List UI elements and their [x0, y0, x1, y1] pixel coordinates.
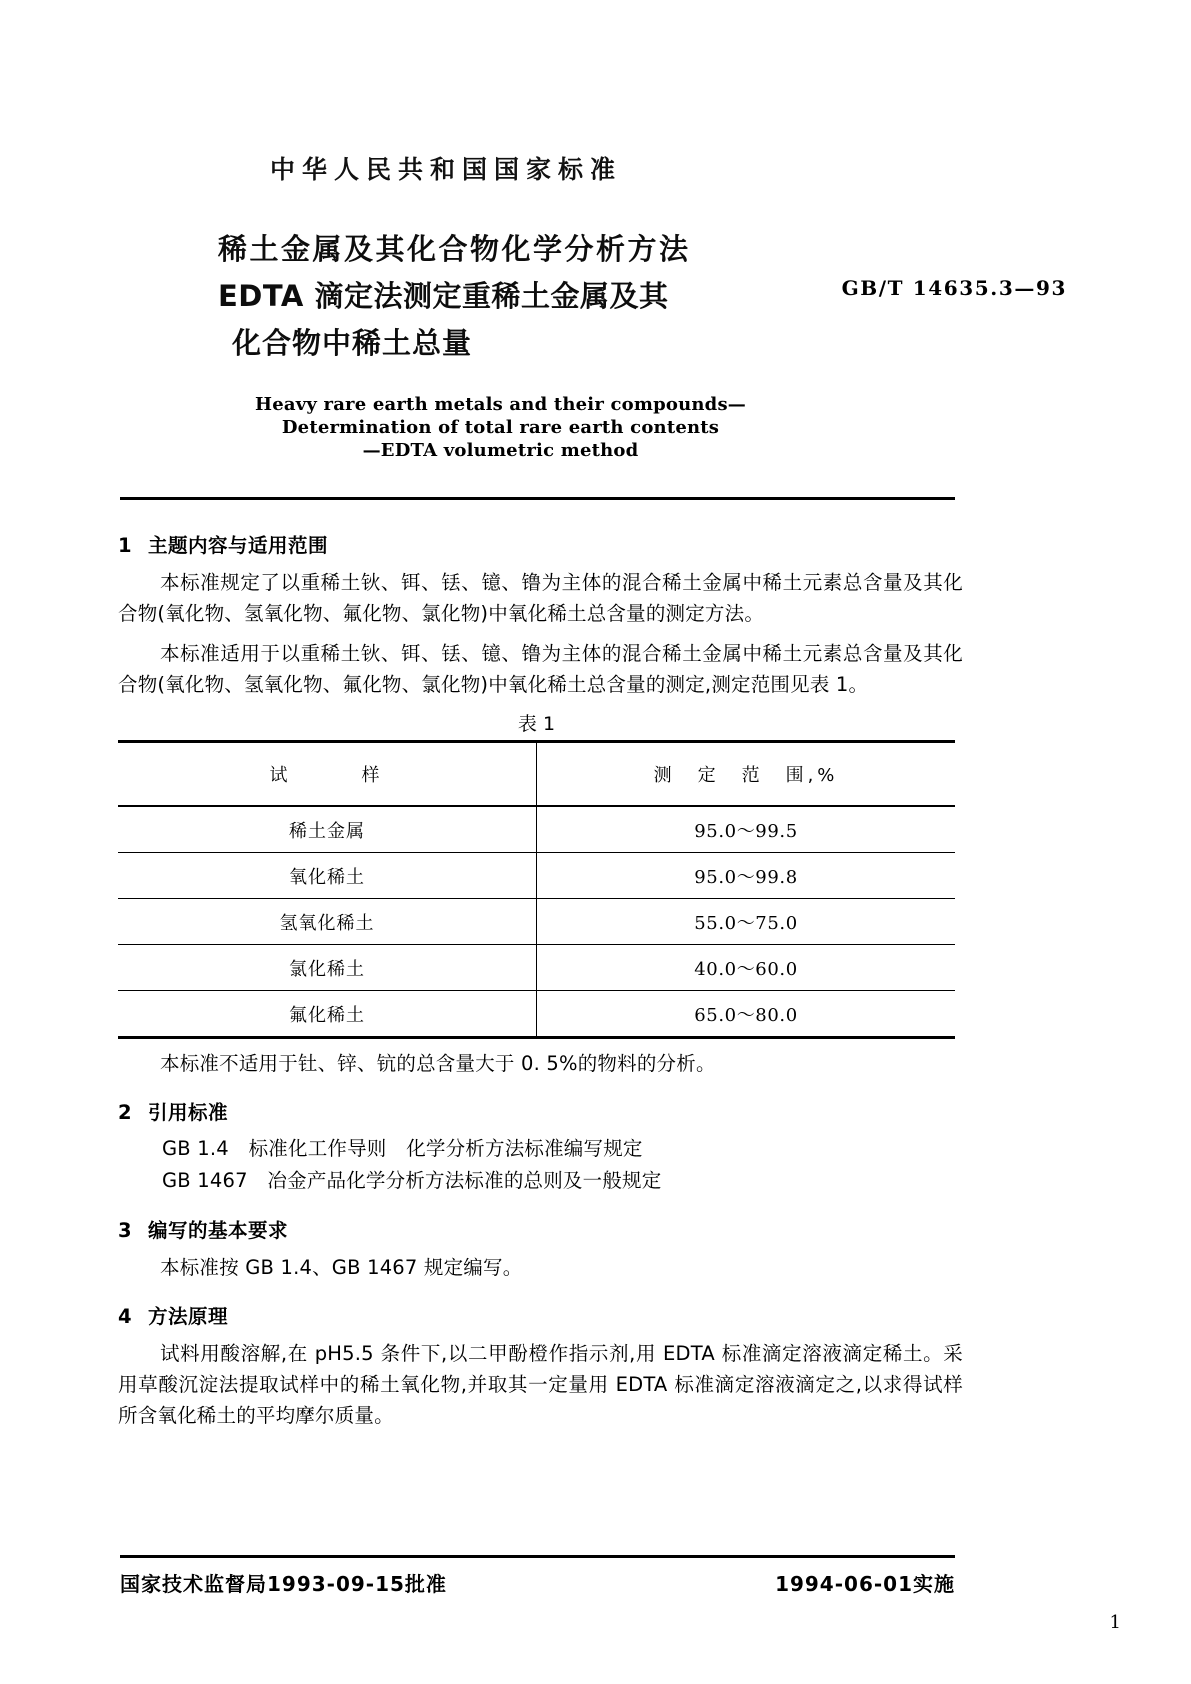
section-1-paragraph-2: 本标准适用于以重稀土钬、铒、铥、镱、镥为主体的混合稀土金属中稀土元素总含量及其化合物(氧化物、氢氧化物、氟化物、氯化物)中氧化稀土总含量的测定,测定范围见表 1。	[118, 642, 963, 696]
section-4-paragraph-1: 试料用酸溶解,在 pH5.5 条件下,以二甲酚橙作指示剂,用 EDTA 标准滴定溶液滴定稀土。采用草酸沉淀法提取试样中的稀土氧化物,并取其一定量用 EDTA 标准滴定溶液滴定之,以求得试样所含氧化稀土的平均摩尔质量。	[118, 1342, 963, 1427]
section-number-1: 1	[118, 534, 133, 557]
standard-number: GB/T 14635.3—93	[841, 276, 1067, 300]
national-standard-label: 中华人民共和国国家标准	[270, 155, 623, 184]
footer-divider-rule	[120, 1555, 955, 1558]
english-title	[118, 393, 1073, 462]
title-block	[118, 226, 1073, 367]
header-divider-rule	[120, 497, 955, 500]
section-title-3: 编写的基本要求	[148, 1219, 289, 1242]
title-line-1: 稀土金属及其化合物化学分析方法	[218, 232, 691, 266]
cell-range: 40.0～60.0	[537, 945, 956, 991]
table-row	[118, 899, 955, 945]
table-row	[118, 945, 955, 991]
cell-range: 95.0～99.5	[537, 806, 956, 853]
title-line-2: EDTA 滴定法测定重稀土金属及其	[218, 279, 669, 313]
table-header-row	[118, 742, 955, 807]
cell-sample: 氢氧化稀土	[118, 899, 537, 945]
section-heading-2	[118, 1097, 963, 1125]
reference-standard-1: GB 1.4 标准化工作导则 化学分析方法标准编写规定	[162, 1137, 643, 1160]
implementation-date: 1994-06-01实施	[775, 1572, 955, 1596]
cell-sample: 氧化稀土	[118, 853, 537, 899]
section-title-2: 引用标准	[148, 1101, 229, 1124]
cell-sample: 氯化稀土	[118, 945, 537, 991]
section-number-4: 4	[118, 1305, 133, 1328]
column-header-sample: 试 样	[118, 742, 537, 807]
english-title-line-2: Determination of total rare earth contents	[281, 417, 720, 438]
section-heading-3	[118, 1215, 963, 1243]
document-footer	[118, 1568, 963, 1597]
section-1-paragraph-1: 本标准规定了以重稀土钬、铒、铥、镱、镥为主体的混合稀土金属中稀土元素总含量及其化合物(氧化物、氢氧化物、氟化物、氯化物)中氧化稀土总含量的测定方法。	[118, 571, 963, 625]
table-1-caption: 表 1	[517, 713, 556, 735]
column-header-range: 测 定 范 围,%	[537, 742, 956, 807]
section-number-3: 3	[118, 1219, 133, 1242]
reference-standard-2: GB 1467 冶金产品化学分析方法标准的总则及一般规定	[162, 1169, 662, 1192]
approval-statement: 国家技术监督局1993-09-15批准	[120, 1572, 447, 1596]
section-3-paragraph-1: 本标准按 GB 1.4、GB 1467 规定编写。	[160, 1256, 523, 1279]
table-row	[118, 991, 955, 1038]
cell-range: 55.0～75.0	[537, 899, 956, 945]
table-row	[118, 806, 955, 853]
title-line-3: 化合物中稀土总量	[232, 326, 473, 360]
table-body	[118, 806, 955, 1038]
section-1-note: 本标准不适用于钍、锌、钪的总含量大于 0. 5%的物料的分析。	[160, 1052, 716, 1075]
page-number: 1	[1109, 1612, 1121, 1633]
english-title-line-3: —EDTA volumetric method	[362, 440, 639, 461]
document-header	[118, 150, 1073, 462]
cell-sample: 稀土金属	[118, 806, 537, 853]
cell-range: 95.0～99.8	[537, 853, 956, 899]
measurement-range-table	[118, 740, 955, 1039]
cell-range: 65.0～80.0	[537, 991, 956, 1038]
table-row	[118, 853, 955, 899]
section-number-2: 2	[118, 1101, 133, 1124]
section-heading-4	[118, 1301, 963, 1329]
section-title-1: 主题内容与适用范围	[148, 534, 329, 557]
cell-sample: 氟化稀土	[118, 991, 537, 1038]
section-heading-1	[118, 530, 963, 558]
table-header-row-group	[118, 742, 955, 807]
section-title-4: 方法原理	[148, 1305, 229, 1328]
document-body	[118, 512, 963, 1440]
english-title-line-1: Heavy rare earth metals and their compounds—	[255, 394, 746, 415]
